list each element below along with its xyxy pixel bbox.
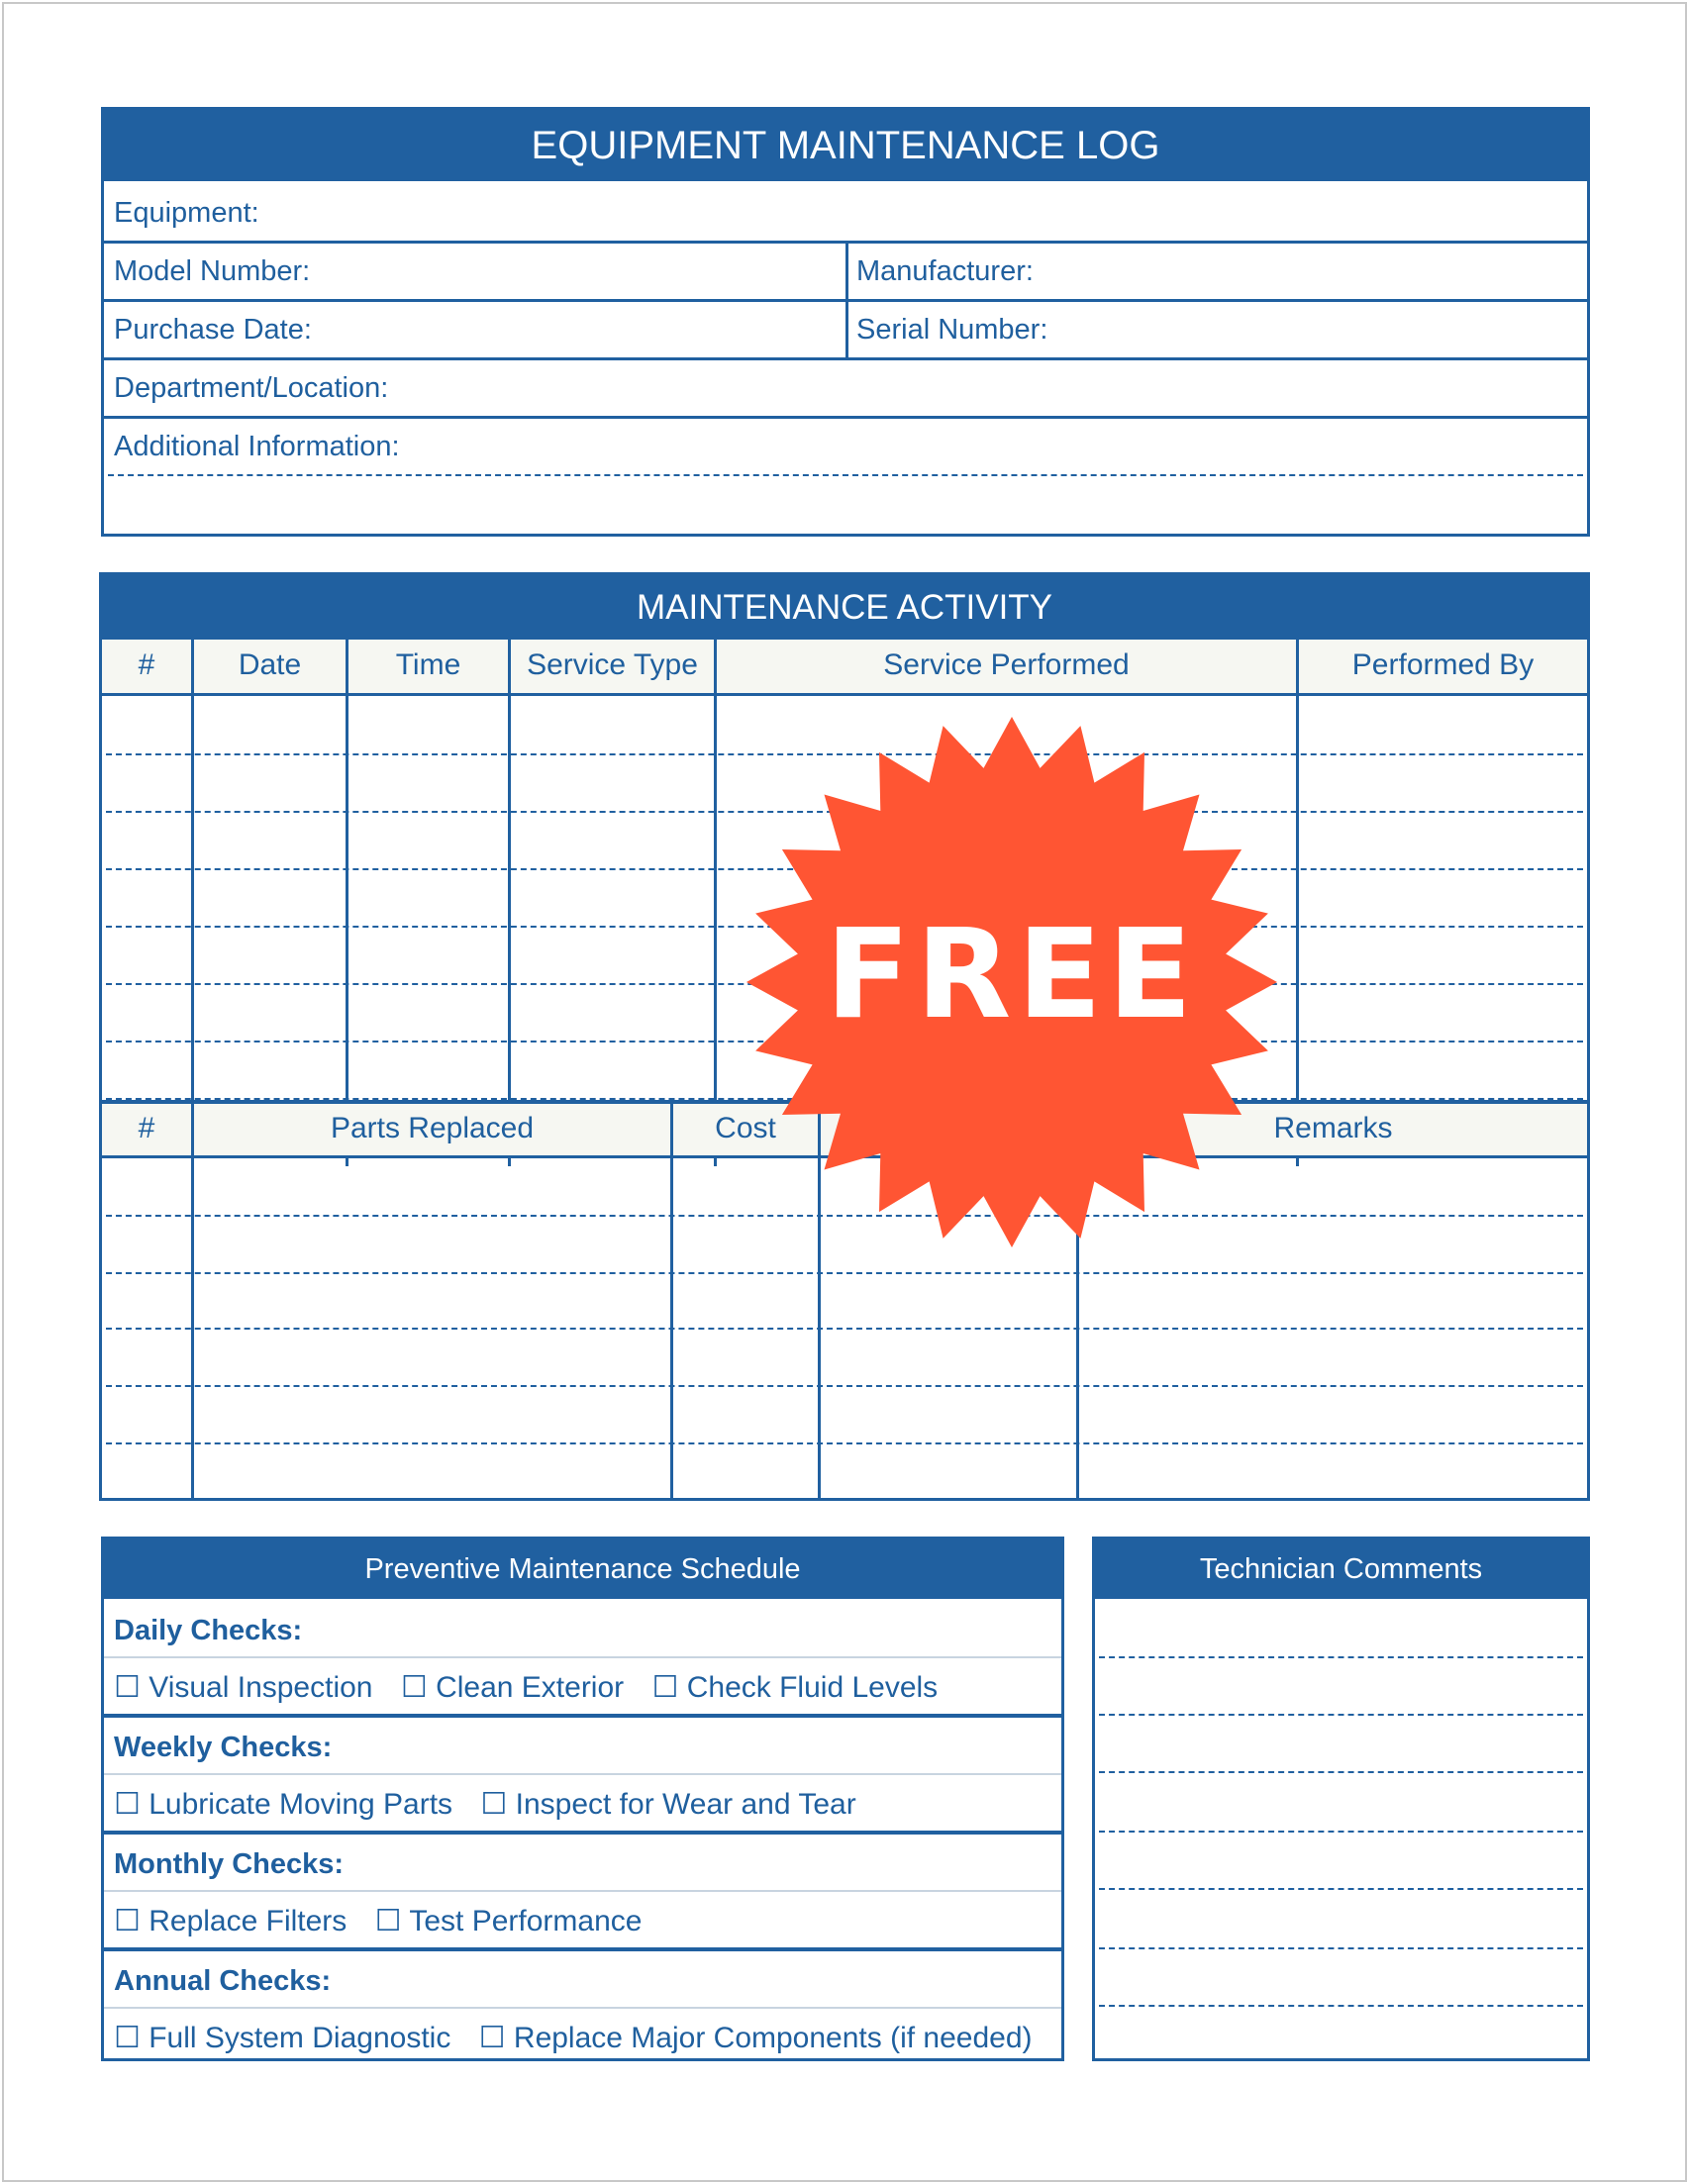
col-remarks: Remarks [1273,1112,1393,1144]
col-performed-by: Performed By [1351,648,1535,681]
checklist-item[interactable]: ☐ Replace Filters [114,1905,348,1937]
column-divider [714,640,717,1166]
writing-line [1099,1888,1583,1890]
section-divider [104,1947,1061,1951]
col-time: Time [395,648,461,681]
model-number-label: Model Number: [114,255,311,287]
weekly-checks-title: Weekly Checks: [114,1732,333,1763]
section-divider [104,1714,1061,1718]
preventive-schedule-section [101,1537,1064,2061]
checklist-item[interactable]: ☐ Full System Diagnostic [114,2022,451,2054]
divider [104,1656,1061,1658]
page-title: EQUIPMENT MAINTENANCE LOG [104,110,1587,181]
checklist-item[interactable]: ☐ Replace Major Components (if needed) [478,2022,1033,2054]
divider [104,2007,1061,2009]
weekly-checks-list [114,1787,876,1822]
writing-line [1099,1947,1583,1949]
badge-text: FREE [825,903,1199,1046]
daily-checks-title: Daily Checks: [114,1615,303,1646]
divider [102,693,1587,696]
column-divider [508,640,511,1166]
free-badge [743,715,1282,1249]
col-number: # [138,648,155,681]
divider [104,1890,1061,1892]
column-divider [845,241,848,360]
writing-line [1099,1656,1583,1658]
checklist-item[interactable]: ☐ Clean Exterior [400,1671,625,1704]
writing-line [1099,1714,1583,1716]
checklist-item[interactable]: ☐ Lubricate Moving Parts [114,1788,453,1821]
col-date: Date [238,648,302,681]
equipment-label: Equipment: [114,197,259,229]
table-row-line [106,1272,1583,1274]
divider [104,416,1587,419]
col-cost: Cost [715,1112,776,1144]
writing-line [1099,2005,1583,2007]
col-service-type: Service Type [527,648,698,681]
divider [104,1773,1061,1775]
column-divider [670,1104,673,1498]
writing-line [1099,1831,1583,1833]
monthly-checks-list [114,1904,661,1938]
serial-number-label: Serial Number: [856,314,1048,346]
table-row-line [106,1328,1583,1330]
col-parts-number: # [138,1112,155,1144]
col-service-performed: Service Performed [883,648,1130,681]
annual-checks-title: Annual Checks: [114,1965,332,1997]
column-divider [1296,640,1299,1166]
monthly-checks-title: Monthly Checks: [114,1848,345,1880]
column-divider [191,640,194,1166]
table-row-line [106,1385,1583,1387]
daily-checks-list [114,1670,957,1705]
checklist-item[interactable]: ☐ Check Fluid Levels [651,1671,939,1704]
manufacturer-label: Manufacturer: [856,255,1034,287]
department-location-label: Department/Location: [114,372,389,404]
additional-information-label: Additional Information: [114,431,400,462]
schedule-title: Preventive Maintenance Schedule [104,1539,1061,1599]
checklist-item[interactable]: ☐ Test Performance [374,1905,643,1937]
column-divider [191,1104,194,1498]
equipment-info-section [101,107,1590,537]
activity-title: MAINTENANCE ACTIVITY [102,575,1587,640]
table-row-line [106,1442,1583,1444]
comments-title: Technician Comments [1095,1539,1587,1599]
checklist-item[interactable]: ☐ Inspect for Wear and Tear [480,1788,856,1821]
column-divider [346,640,348,1166]
col-parts-replaced: Parts Replaced [330,1112,535,1144]
purchase-date-label: Purchase Date: [114,314,312,346]
annual-checks-list [114,2021,1052,2055]
technician-comments-section [1092,1537,1590,2061]
section-divider [104,1831,1061,1835]
checklist-item[interactable]: ☐ Visual Inspection [114,1671,373,1704]
writing-line [1099,1771,1583,1773]
writing-line [108,474,1583,476]
